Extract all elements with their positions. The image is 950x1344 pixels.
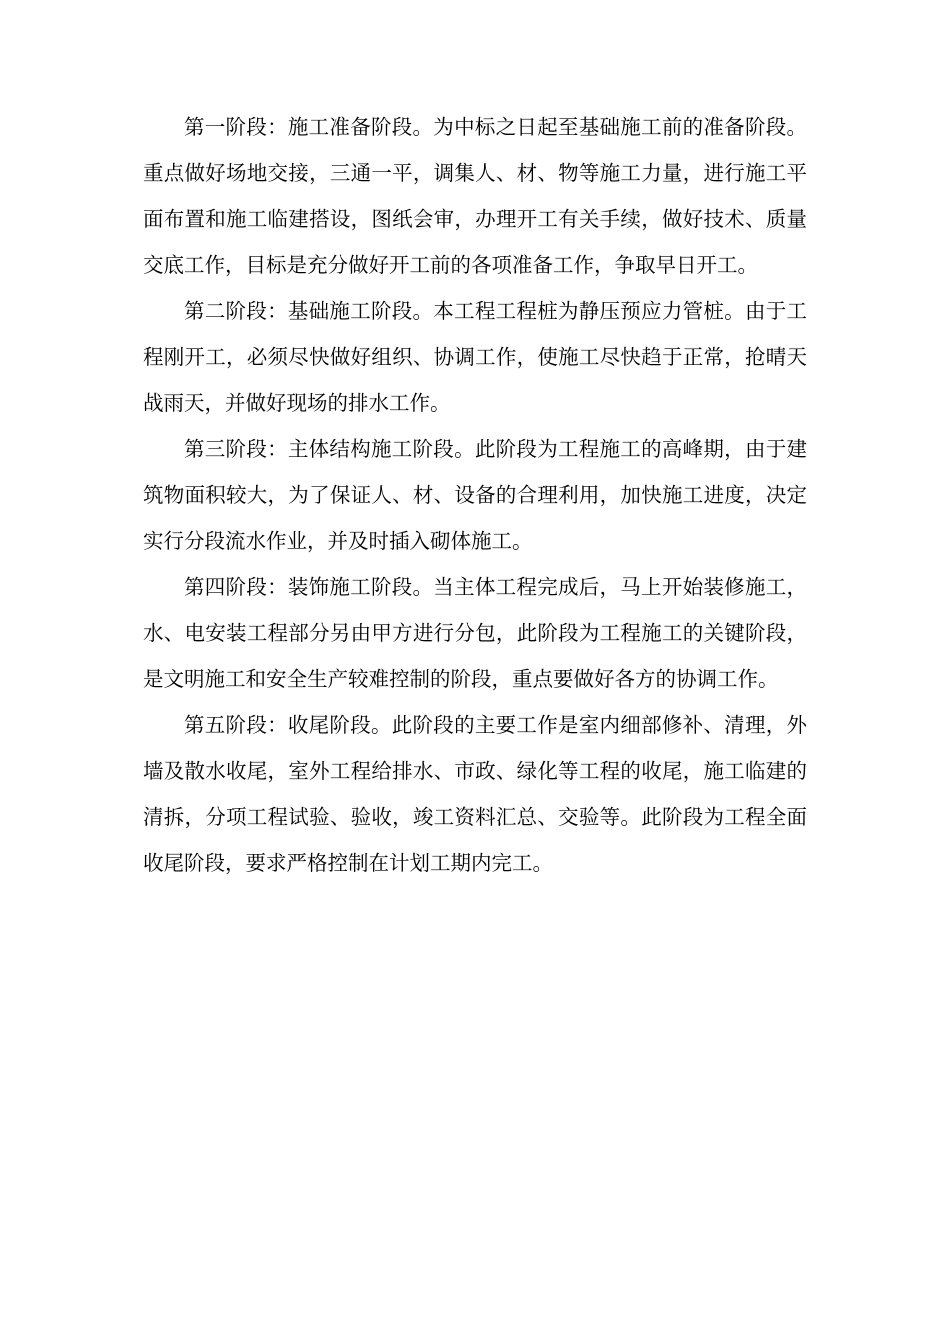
paragraph-stage-1: 第一阶段：施工准备阶段。为中标之日起至基础施工前的准备阶段。重点做好场地交接，三通一平，调集人、材、物等施工力量，进行施工平面布置和施工临建搭设，图纸会审，办理开工有关手续，做好技术、质量交底工作，目标是充分做好开工前的各项准备工作，争取早日开工。 <box>143 115 807 277</box>
paragraph-stage-2: 第二阶段：基础施工阶段。本工程工程桩为静压预应力管桩。由于工程刚开工，必须尽快做好组织、协调工作，使施工尽快趋于正常，抢晴天战雨天，并做好现场的排水工作。 <box>143 299 807 415</box>
paragraph-stage-4: 第四阶段：装饰施工阶段。当主体工程完成后，马上开始装修施工，水、电安装工程部分另由甲方进行分包，此阶段为工程施工的关键阶段，是文明施工和安全生产较难控制的阶段，重点要做好各方的协调工作。 <box>143 575 807 691</box>
paragraph-stage-5: 第五阶段：收尾阶段。此阶段的主要工作是室内细部修补、清理，外墙及散水收尾，室外工程给排水、市政、绿化等工程的收尾，施工临建的清拆，分项工程试验、验收，竣工资料汇总、交验等。此阶段为工程全面收尾阶段，要求严格控制在计划工期内完工。 <box>143 713 807 875</box>
document-body <box>143 104 807 886</box>
paragraph-stage-3: 第三阶段：主体结构施工阶段。此阶段为工程施工的高峰期，由于建筑物面积较大，为了保证人、材、设备的合理利用，加快施工进度，决定实行分段流水作业，并及时插入砌体施工。 <box>143 437 807 553</box>
